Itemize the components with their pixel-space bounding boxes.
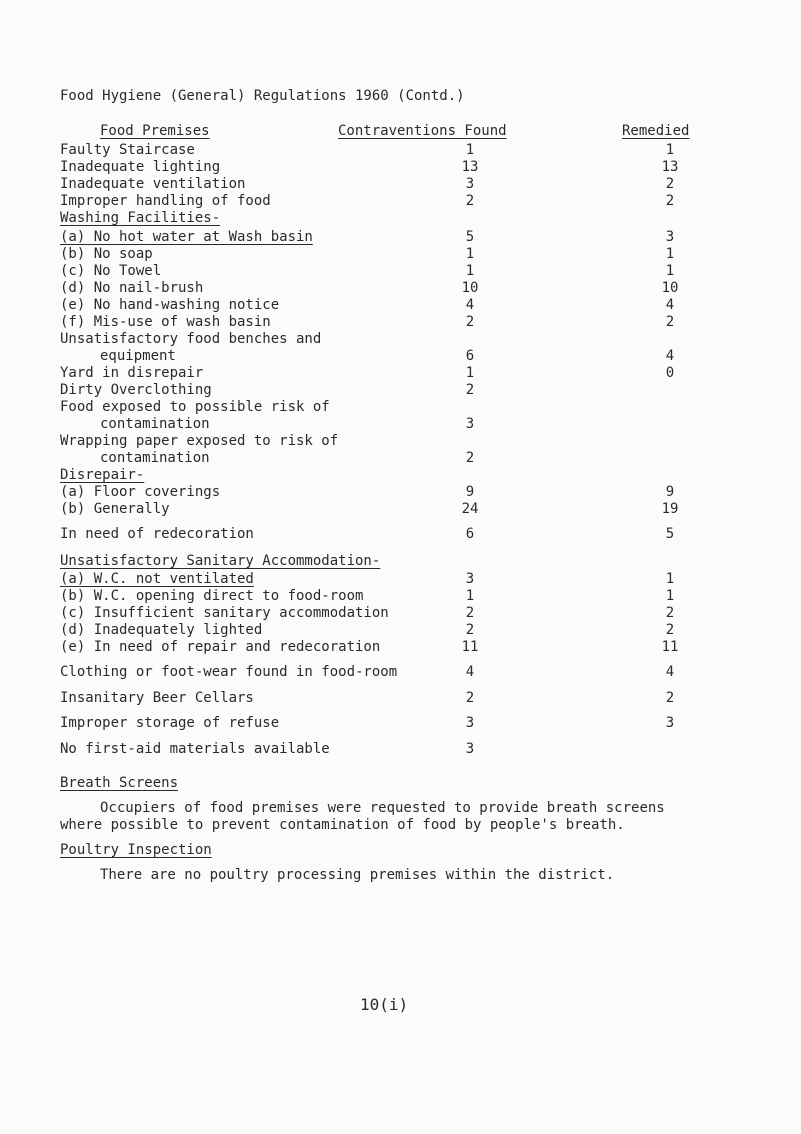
row-label: (d) No nail-brush <box>60 280 204 296</box>
remedied-value: 3 <box>665 229 675 245</box>
column-header-remedied: Remedied <box>622 123 690 139</box>
row-label: Unsatisfactory Sanitary Accommodation- <box>60 553 381 569</box>
remedied-value: 3 <box>665 715 675 731</box>
table-row <box>0 432 801 450</box>
table-row <box>0 621 801 639</box>
remedied-value: 4 <box>665 297 675 313</box>
table-row <box>0 604 801 622</box>
remedied-value: 19 <box>661 501 679 517</box>
table-row <box>0 313 801 331</box>
contraventions-found-value: 2 <box>465 193 475 209</box>
table-row <box>0 500 801 518</box>
contraventions-found-value: 3 <box>465 715 475 731</box>
breath-screens-line-2: where possible to prevent contamination of food by people's breath. <box>60 817 625 833</box>
column-header-food-premises: Food Premises <box>100 123 210 139</box>
contraventions-found-value: 1 <box>465 263 475 279</box>
contraventions-found-value: 2 <box>465 605 475 621</box>
contraventions-found-value: 1 <box>465 246 475 262</box>
contraventions-found-value: 2 <box>465 314 475 330</box>
table-row <box>0 714 801 732</box>
contraventions-found-value: 2 <box>465 450 475 466</box>
remedied-value: 2 <box>665 193 675 209</box>
table-row <box>0 449 801 467</box>
contraventions-found-value: 10 <box>461 280 479 296</box>
remedied-value: 2 <box>665 690 675 706</box>
contraventions-found-value: 2 <box>465 622 475 638</box>
remedied-value: 2 <box>665 176 675 192</box>
table-row <box>0 398 801 416</box>
remedied-value: 9 <box>665 484 675 500</box>
contraventions-found-value: 2 <box>465 690 475 706</box>
row-label: Food exposed to possible risk of <box>60 399 330 415</box>
row-label: Yard in disrepair <box>60 365 204 381</box>
remedied-value: 13 <box>661 159 679 175</box>
remedied-value: 1 <box>665 263 675 279</box>
row-label: Unsatisfactory food benches and <box>60 331 322 347</box>
row-label: Faulty Staircase <box>60 142 195 158</box>
remedied-value: 4 <box>665 664 675 680</box>
remedied-value: 2 <box>665 605 675 621</box>
row-label: (e) No hand-washing notice <box>60 297 280 313</box>
table-row <box>0 279 801 297</box>
table-row <box>0 663 801 681</box>
contraventions-found-value: 5 <box>465 229 475 245</box>
column-header-contraventions-found: Contraventions Found <box>338 123 507 139</box>
contraventions-found-value: 11 <box>461 639 479 655</box>
contraventions-found-value: 2 <box>465 382 475 398</box>
remedied-value: 11 <box>661 639 679 655</box>
remedied-value: 0 <box>665 365 675 381</box>
table-row <box>0 228 801 246</box>
table-row <box>0 209 801 227</box>
row-label: contamination <box>100 450 210 466</box>
row-label: (a) No hot water at Wash basin <box>60 229 313 245</box>
contraventions-found-value: 13 <box>461 159 479 175</box>
remedied-value: 1 <box>665 246 675 262</box>
contraventions-found-value: 1 <box>465 142 475 158</box>
remedied-value: 2 <box>665 314 675 330</box>
row-label: Washing Facilities- <box>60 210 221 226</box>
table-row <box>0 347 801 365</box>
row-label: (c) No Towel <box>60 263 162 279</box>
page-number: 10(i) <box>360 995 409 1014</box>
row-label: Improper storage of refuse <box>60 715 280 731</box>
row-label: In need of redecoration <box>60 526 254 542</box>
contraventions-found-value: 6 <box>465 348 475 364</box>
table-row <box>0 466 801 484</box>
row-label: (e) In need of repair and redecoration <box>60 639 381 655</box>
row-label: Wrapping paper exposed to risk of <box>60 433 339 449</box>
breath-screens-line-1: Occupiers of food premises were requested to provide breath screens <box>100 800 665 816</box>
contraventions-found-value: 3 <box>465 416 475 432</box>
row-label: (d) Inadequately lighted <box>60 622 263 638</box>
contraventions-found-value: 3 <box>465 571 475 587</box>
contraventions-found-value: 24 <box>461 501 479 517</box>
row-label: (c) Insufficient sanitary accommodation <box>60 605 389 621</box>
remedied-value: 5 <box>665 526 675 542</box>
poultry-inspection-heading: Poultry Inspection <box>60 842 212 858</box>
remedied-value: 2 <box>665 622 675 638</box>
remedied-value: 1 <box>665 571 675 587</box>
row-label: Disrepair- <box>60 467 145 483</box>
table-row <box>0 158 801 176</box>
table-row <box>0 381 801 399</box>
remedied-value: 4 <box>665 348 675 364</box>
row-label: equipment <box>100 348 176 364</box>
row-label: (f) Mis-use of wash basin <box>60 314 271 330</box>
breath-screens-heading: Breath Screens <box>60 775 179 791</box>
table-row <box>0 330 801 348</box>
table-row <box>0 570 801 588</box>
row-label: (b) Generally <box>60 501 170 517</box>
row-label: No first-aid materials available <box>60 741 330 757</box>
table-row <box>0 296 801 314</box>
contraventions-found-value: 4 <box>465 664 475 680</box>
contraventions-found-value: 6 <box>465 526 475 542</box>
table-row <box>0 364 801 382</box>
row-label: Insanitary Beer Cellars <box>60 690 254 706</box>
row-label: contamination <box>100 416 210 432</box>
remedied-value: 10 <box>661 280 679 296</box>
contraventions-found-value: 9 <box>465 484 475 500</box>
table-row <box>0 192 801 210</box>
table-row <box>0 740 801 758</box>
table-row <box>0 587 801 605</box>
table-row <box>0 483 801 501</box>
contraventions-found-value: 4 <box>465 297 475 313</box>
contraventions-found-value: 3 <box>465 176 475 192</box>
table-row <box>0 689 801 707</box>
table-row <box>0 245 801 263</box>
row-label: Improper handling of food <box>60 193 271 209</box>
row-label: Inadequate ventilation <box>60 176 246 192</box>
poultry-inspection-line-1: There are no poultry processing premises within the district. <box>100 867 615 883</box>
contraventions-found-value: 1 <box>465 365 475 381</box>
row-label: (b) W.C. opening direct to food-room <box>60 588 364 604</box>
table-row <box>0 175 801 193</box>
remedied-value: 1 <box>665 142 675 158</box>
table-row <box>0 262 801 280</box>
row-label: (b) No soap <box>60 246 153 262</box>
table-row <box>0 415 801 433</box>
table-row <box>0 638 801 656</box>
row-label: Dirty Overclothing <box>60 382 212 398</box>
remedied-value: 1 <box>665 588 675 604</box>
table-row <box>0 141 801 159</box>
contraventions-found-value: 1 <box>465 588 475 604</box>
row-label: Clothing or foot-wear found in food-room <box>60 664 398 680</box>
contraventions-found-value: 3 <box>465 741 475 757</box>
table-row <box>0 552 801 570</box>
table-row <box>0 525 801 543</box>
row-label: (a) W.C. not ventilated <box>60 571 254 587</box>
page-title: Food Hygiene (General) Regulations 1960 (Contd.) <box>60 88 465 104</box>
row-label: (a) Floor coverings <box>60 484 221 500</box>
row-label: Inadequate lighting <box>60 159 221 175</box>
